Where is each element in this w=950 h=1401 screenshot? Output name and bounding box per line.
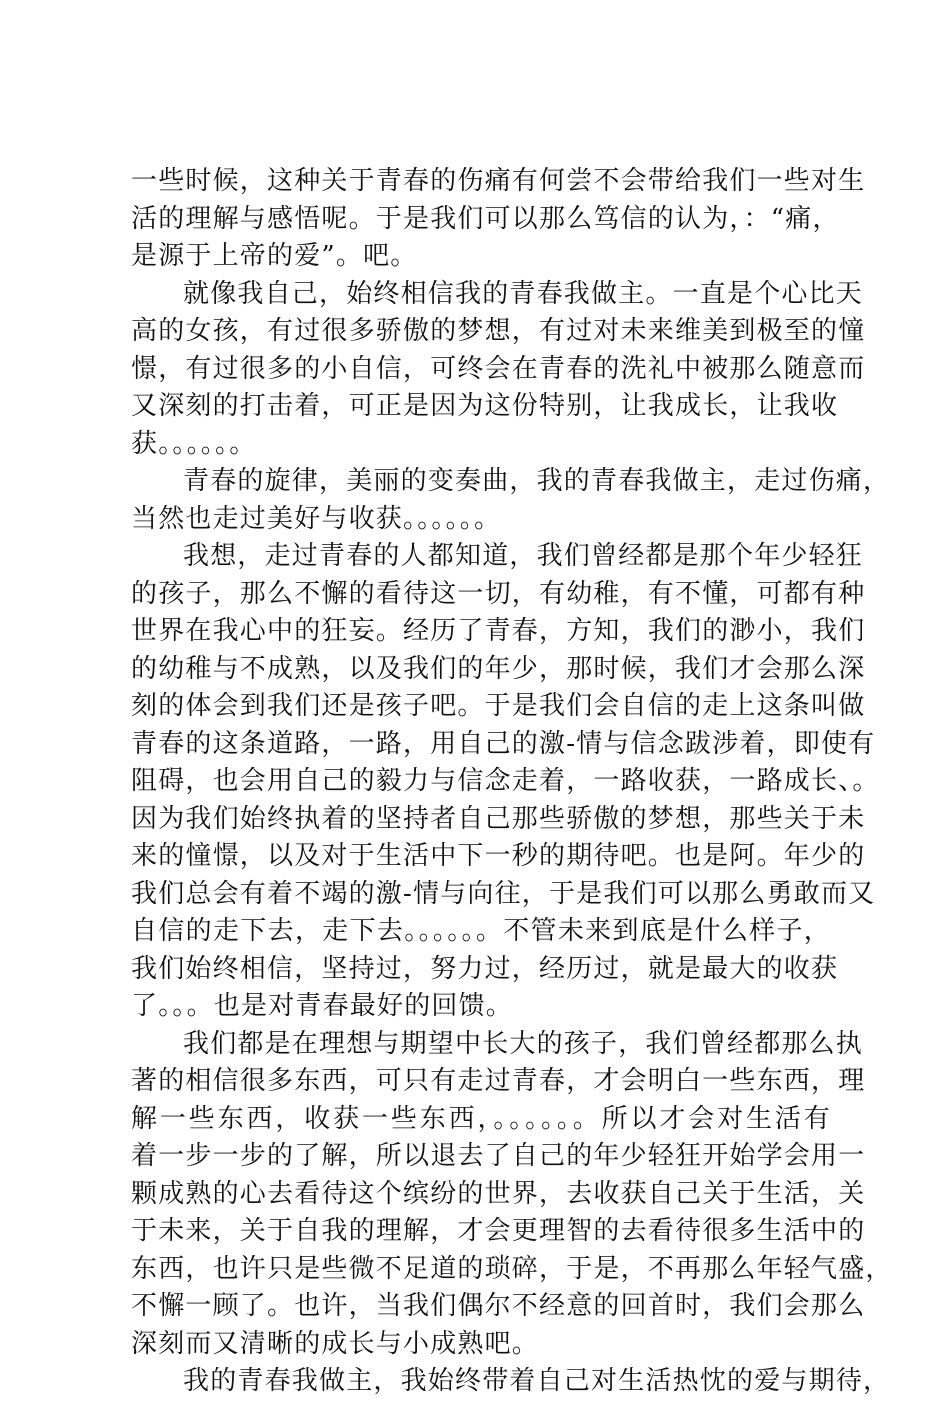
text-line: 颗成熟的心去看待这个缤纷的世界，去收获自己关于生活，关 <box>131 1178 866 1209</box>
text-line: 青春的这条道路，一路，用自己的激-情与信念跋涉着，即使有 <box>131 728 876 759</box>
text-line: 阻碍，也会用自己的毅力与信念走着，一路收获，一路成长、。 <box>131 766 880 796</box>
text-line: 东西，也许只是些微不足道的琐碎，于是，不再那么年轻气盛， <box>131 1253 893 1284</box>
text-line: 获。。。。。。 <box>131 428 257 459</box>
text-line: 着一步一步的了解，所以退去了自己的年少轻狂开始学会用一 <box>131 1141 866 1171</box>
text-line: 是源于上帝的爱”。吧。 <box>131 241 418 271</box>
text-line: 于未来，关于自我的理解，才会更理智的去看待很多生活中的 <box>131 1216 866 1246</box>
text-line: 我们始终相信，坚持过，努力过，经历过，就是最大的收获 <box>131 953 839 984</box>
text-line: 又深刻的打击着，可正是因为这份特别，让我成长，让我收 <box>131 391 839 421</box>
text-line: 深刻而又清晰的成长与小成熟吧。 <box>131 1328 540 1359</box>
paragraph-first-line: 我想，走过青春的人都知道，我们曾经都是那个年少轻狂 <box>183 541 864 571</box>
text-line: 自信的走下去，走下去。。。。。。不管未来到底是什么样子， <box>131 916 831 946</box>
paragraph-first-line: 我们都是在理想与期望中长大的孩子，我们曾经都那么执 <box>183 1028 864 1059</box>
text-line: 的孩子，那么不懈的看待这一切，有幼稚，有不懂，可都有种 <box>131 578 866 609</box>
text-line: 憬，有过很多的小自信，可终会在青春的洗礼中被那么随意而 <box>131 353 866 384</box>
text-line: 活的理解与感悟呢。于是我们可以那么笃信的认为，：“痛， <box>131 203 840 234</box>
paragraph-first-line: 我的青春我做主，我始终带着自己对生活热忱的爱与期待， <box>183 1366 891 1396</box>
text-line: 刻的体会到我们还是孩子吧。于是我们会自信的走上这条叫做 <box>131 691 866 721</box>
text-line: 解一些东西，收获一些东西，。。。。。。所以才会对生活有 <box>131 1103 831 1134</box>
text-line: 我们总会有着不竭的激-情与向往，于是我们可以那么勇敢而又 <box>131 878 876 909</box>
text-line: 著的相信很多东西，可只有走过青春，才会明白一些东西，理 <box>131 1066 866 1096</box>
text-line: 一些时候，这种关于青春的伤痛有何尝不会带给我们一些对生 <box>131 166 866 196</box>
paragraph-first-line: 就像我自己，始终相信我的青春我做主。一直是个心比天 <box>183 278 864 309</box>
text-line: 了。。。也是对青春最好的回馈。 <box>131 991 514 1021</box>
text-line: 因为我们始终执着的坚持者自己那些骄傲的梦想，那些关于未 <box>131 803 866 834</box>
text-line: 来的憧憬，以及对于生活中下一秒的期待吧。也是阿。年少的 <box>131 841 866 871</box>
text-line: 高的女孩，有过很多骄傲的梦想，有过对未来维美到极至的憧 <box>131 316 866 346</box>
text-line: 的幼稚与不成熟，以及我们的年少，那时候，我们才会那么深 <box>131 653 866 684</box>
text-line: 世界在我心中的狂妄。经历了青春，方知，我们的渺小，我们 <box>131 616 866 646</box>
paragraph-first-line: 青春的旋律，美丽的变奏曲，我的青春我做主，走过伤痛， <box>183 466 891 496</box>
body-text <box>131 163 893 1401</box>
text-line: 不懈一顾了。也许，当我们偶尔不经意的回首时，我们会那么 <box>131 1291 866 1321</box>
text-line: 当然也走过美好与收获。。。。。。 <box>131 503 502 534</box>
